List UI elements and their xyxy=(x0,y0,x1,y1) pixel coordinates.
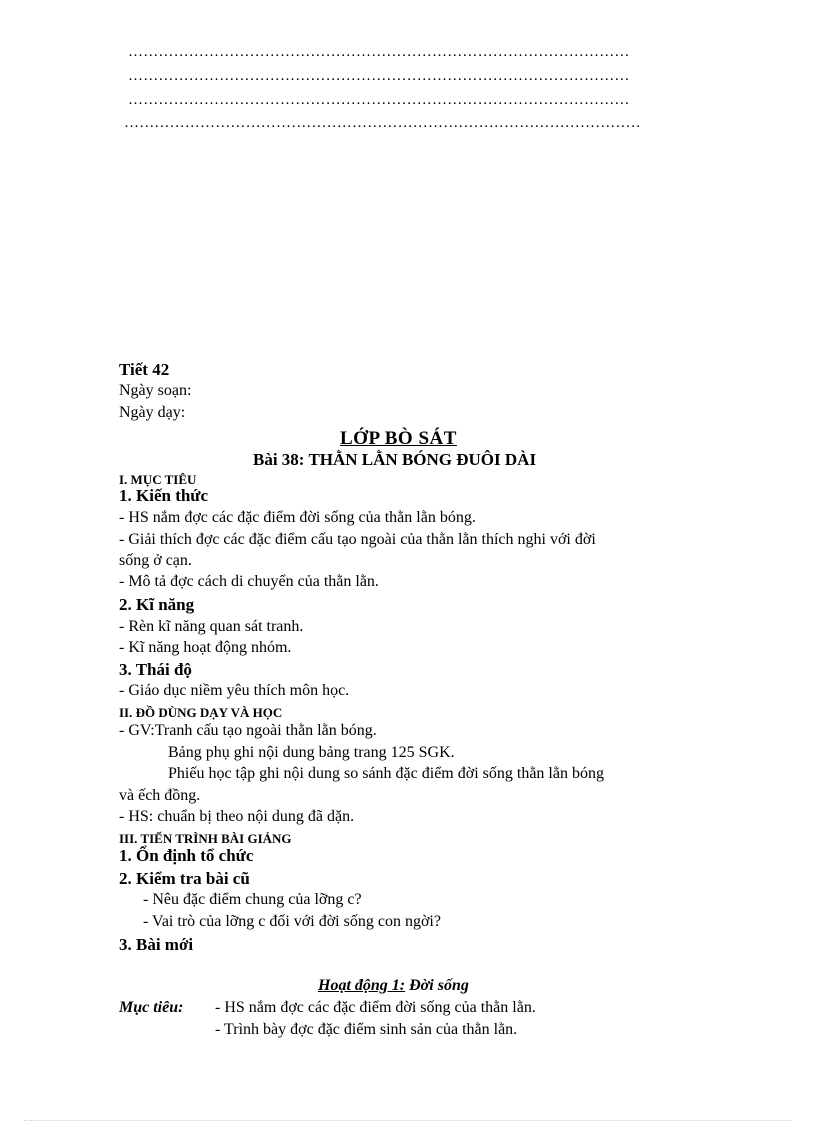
dotted-line: ……………………………………………………………………………………… xyxy=(128,68,630,84)
materials-line: và ếch đồng. xyxy=(119,787,201,804)
dotted-line: ……………………………………………………………………………………… xyxy=(128,92,630,108)
knowledge-heading: 1. Kiến thức xyxy=(119,486,209,505)
knowledge-line: - Mô tả đợc cách di chuyển của thằn lằn. xyxy=(119,573,379,590)
activity-title xyxy=(318,977,469,995)
review-question: - Vai trò của lỡng c đối với đời sống con ngời? xyxy=(143,913,441,930)
materials-line: - HS: chuẩn bị theo nội dung đã dặn. xyxy=(119,808,355,825)
skills-line: - Kĩ năng hoạt động nhóm. xyxy=(119,639,292,656)
dotted-line: ………………………………………………………………………………………… xyxy=(124,115,641,131)
activity-label: Hoạt động 1: xyxy=(318,977,406,994)
materials-heading: II. ĐỒ DÙNG DẠY VÀ HỌC xyxy=(119,705,283,720)
step-new-lesson: 3. Bài mới xyxy=(119,935,194,954)
period-number: Tiết 42 xyxy=(119,360,170,379)
activity-name: Đời sống xyxy=(409,977,469,994)
skills-line: - Rèn kĩ năng quan sát tranh. xyxy=(119,618,304,635)
goal-line: - HS nắm đợc các đặc điểm đời sống của thằn lằn. xyxy=(215,999,536,1016)
knowledge-line: sống ở cạn. xyxy=(119,552,192,569)
process-heading: III. TIẾN TRÌNH BÀI GIẢNG xyxy=(119,831,292,846)
objectives-heading: I. MỤC TIÊU xyxy=(119,472,197,487)
chapter-title: LỚP BÒ SÁT xyxy=(340,428,457,449)
dotted-line: ……………………………………………………………………………………… xyxy=(128,44,630,60)
lesson-name: THẰN LẰN BÓNG ĐUÔI DÀI xyxy=(308,450,537,469)
attitude-heading: 3. Thái độ xyxy=(119,660,192,679)
goal-line: - Trình bày đợc đặc điểm sinh sản của thằn lằn. xyxy=(215,1021,518,1038)
lesson-number: Bài 38: xyxy=(253,450,305,469)
step-review: 2. Kiểm tra bài cũ xyxy=(119,869,250,888)
knowledge-line: - HS nắm đợc các đặc điểm đời sống của thằn lằn bóng. xyxy=(119,509,476,526)
materials-line: Phiếu học tập ghi nội dung so sánh đặc điểm đời sống thằn lằn bóng xyxy=(168,765,604,782)
materials-line: Bảng phụ ghi nội dung bảng trang 125 SGK. xyxy=(168,744,455,761)
knowledge-line: - Giải thích đợc các đặc điểm cấu tạo ngoài của thằn lằn thích nghi với đời xyxy=(119,531,596,548)
review-question: - Nêu đặc điểm chung của lỡng c? xyxy=(143,891,362,908)
goal-label: Mục tiêu: xyxy=(119,999,184,1016)
teach-date-label: Ngày dạy: xyxy=(119,404,186,421)
materials-line: - GV:Tranh cấu tạo ngoài thằn lằn bóng. xyxy=(119,722,377,739)
step-organize: 1. Ổn định tổ chức xyxy=(119,846,254,865)
attitude-line: - Giáo dục niềm yêu thích môn học. xyxy=(119,682,350,699)
prep-date-label: Ngày soạn: xyxy=(119,382,192,399)
lesson-title xyxy=(253,450,536,470)
page-bottom-divider xyxy=(24,1120,792,1121)
skills-heading: 2. Kĩ năng xyxy=(119,595,195,614)
